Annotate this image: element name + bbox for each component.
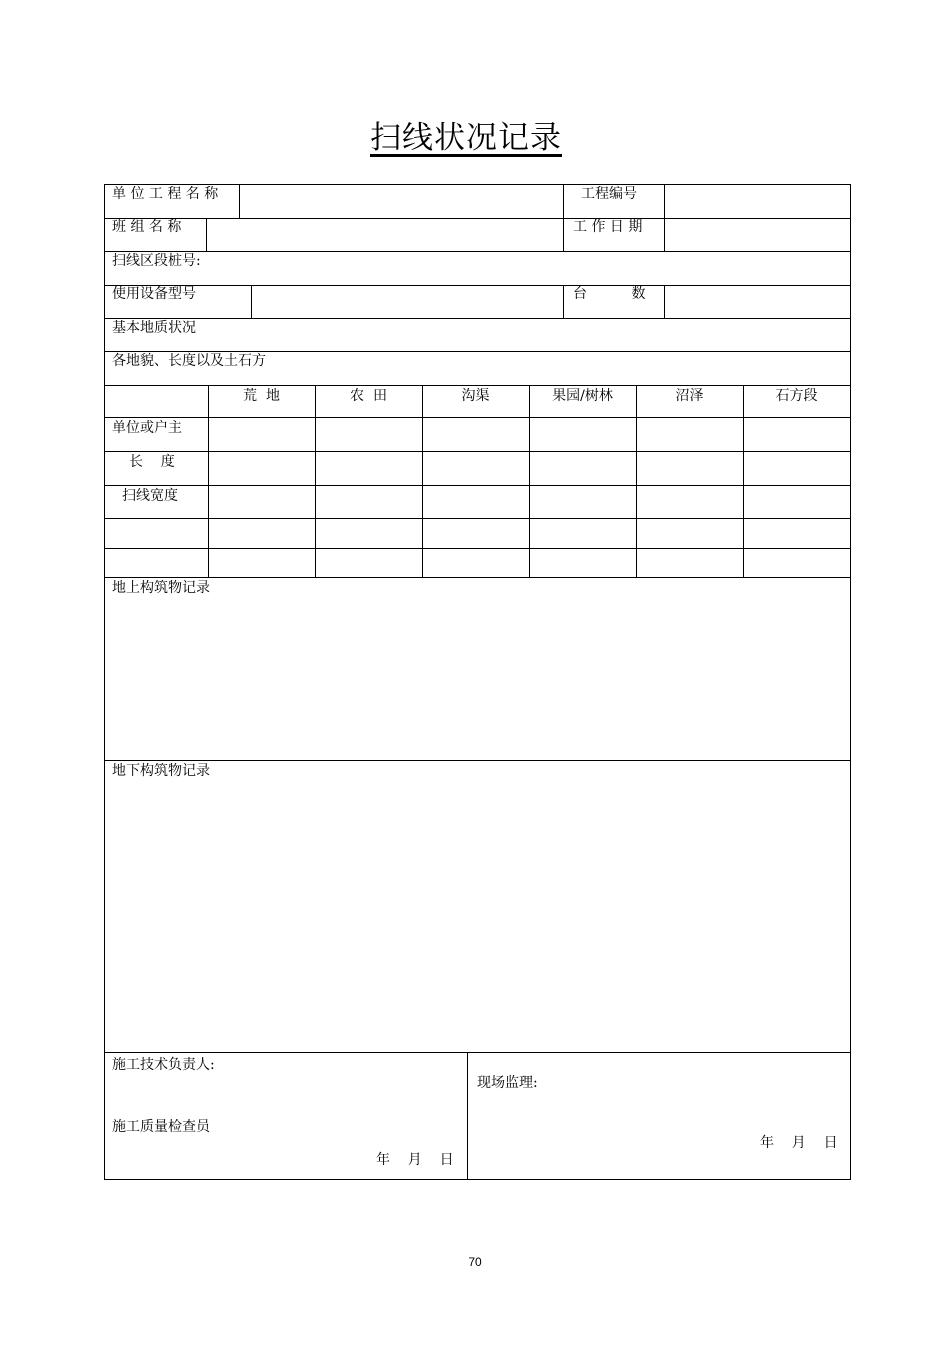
equipment-model-field[interactable] xyxy=(252,285,563,318)
project-number-field[interactable] xyxy=(665,185,850,218)
row-divider xyxy=(105,760,850,761)
row-divider xyxy=(105,417,850,418)
row-label-owner: 单位或户主 xyxy=(112,420,182,436)
page-number: 70 xyxy=(468,1255,482,1269)
date-left: 年 月 日 xyxy=(376,1152,454,1168)
work-date-label: 工 作 日 期 xyxy=(573,219,643,235)
column-header-orchard: 果园/树林 xyxy=(552,388,613,404)
row-divider xyxy=(105,577,850,578)
equipment-model-label: 使用设备型号 xyxy=(112,286,196,302)
col-divider xyxy=(422,385,423,577)
record-form xyxy=(104,184,851,1180)
equipment-count-label: 台 数 xyxy=(573,286,646,302)
project-name-label: 单 位 工 程 名 称 xyxy=(112,186,219,202)
section-stake-label: 扫线区段桩号: xyxy=(112,253,201,269)
team-name-label: 班 组 名 称 xyxy=(112,219,182,235)
column-header-rock-section: 石方段 xyxy=(775,388,818,404)
col-divider xyxy=(529,385,530,577)
row-divider xyxy=(105,385,850,386)
row-divider xyxy=(105,518,850,519)
geology-label: 基本地质状况 xyxy=(112,320,196,336)
terrain-label: 各地貌、长度以及土石方 xyxy=(112,353,266,369)
row-label-length: 长 度 xyxy=(129,454,175,470)
above-ground-structures-field[interactable] xyxy=(105,598,850,758)
row-divider xyxy=(105,451,850,452)
technical-lead-label: 施工技术负责人: xyxy=(112,1057,215,1073)
project-name-field[interactable] xyxy=(240,185,563,218)
row-label-clearing-width: 扫线宽度 xyxy=(122,488,178,504)
row-divider xyxy=(105,485,850,486)
work-date-field[interactable] xyxy=(665,218,850,251)
team-name-field[interactable] xyxy=(207,218,563,251)
col-divider xyxy=(315,385,316,577)
col-divider xyxy=(563,285,564,318)
row-divider xyxy=(105,1052,850,1053)
col-divider xyxy=(467,1052,468,1179)
col-divider xyxy=(563,185,564,218)
column-header-ditch: 沟渠 xyxy=(461,388,490,404)
row-divider xyxy=(105,548,850,549)
row-divider xyxy=(105,318,850,319)
above-ground-structures-label: 地上构筑物记录 xyxy=(112,580,210,596)
underground-structures-field[interactable] xyxy=(105,781,850,1049)
site-supervisor-label: 现场监理: xyxy=(477,1075,538,1091)
row-divider xyxy=(105,251,850,252)
column-header-swamp: 沼泽 xyxy=(675,388,704,404)
date-right: 年 月 日 xyxy=(760,1135,838,1151)
col-divider xyxy=(743,385,744,577)
underground-structures-label: 地下构筑物记录 xyxy=(112,763,210,779)
column-header-farmland: 农 田 xyxy=(350,388,387,404)
project-number-label: 工程编号 xyxy=(581,186,637,202)
col-divider xyxy=(208,385,209,577)
equipment-count-field[interactable] xyxy=(665,285,850,318)
page-title: 扫线状况记录 xyxy=(370,120,562,156)
col-divider xyxy=(563,218,564,251)
column-header-wasteland: 荒 地 xyxy=(243,388,280,404)
quality-inspector-label: 施工质量检查员 xyxy=(112,1119,210,1135)
col-divider xyxy=(636,385,637,577)
